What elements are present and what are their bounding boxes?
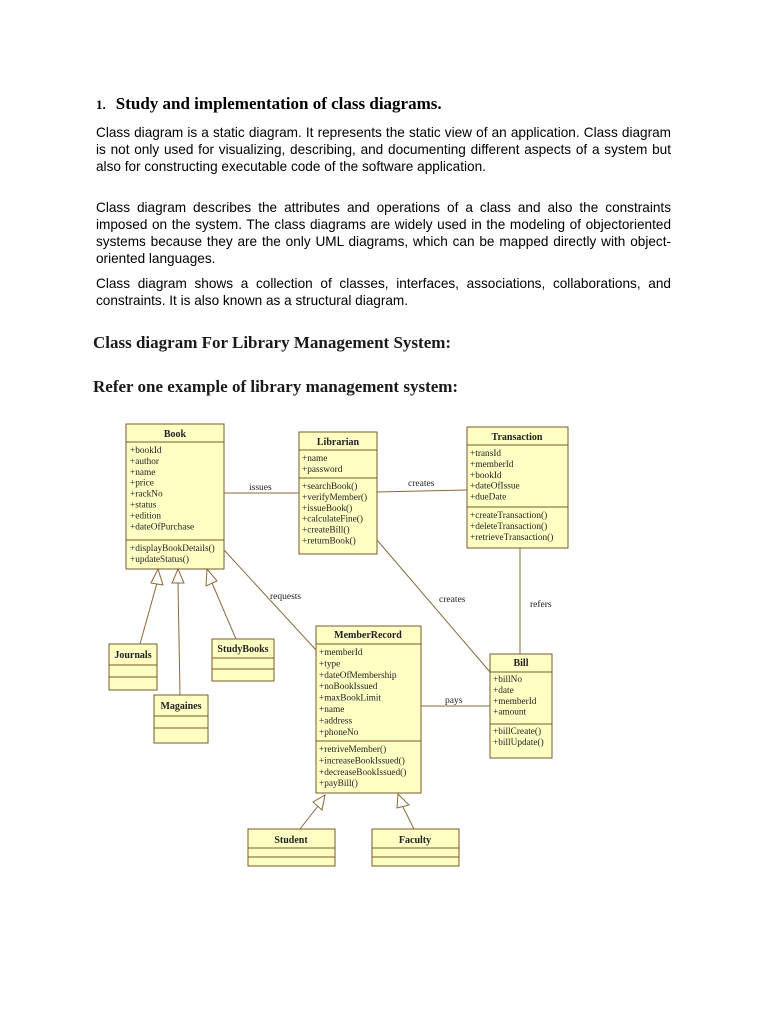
book-operation: +displayBookDetails() — [130, 544, 215, 554]
book-attribute: +author — [130, 456, 159, 467]
transaction-attribute: +memberId — [470, 459, 514, 470]
book-name: Book — [163, 429, 187, 440]
book-attribute: +rackNo — [130, 489, 163, 500]
librarian-name: Librarian — [316, 437, 360, 448]
book-attribute: +edition — [130, 511, 162, 522]
magazines-generalization — [172, 569, 184, 695]
creates-transaction-association — [377, 490, 467, 492]
bill-operation: +billCreate() — [493, 727, 542, 737]
transaction-attribute: +transId — [470, 449, 502, 459]
member-record-attribute: +dateOfMembership — [319, 670, 397, 681]
librarian-operation: +calculateFine() — [302, 514, 363, 525]
studybooks-generalization — [206, 569, 236, 639]
member-record-attribute: +phoneNo — [319, 727, 359, 738]
bill-attribute: +amount — [493, 707, 527, 718]
example-section-title: Refer one example of library management system: — [93, 377, 459, 396]
refers-label: refers — [530, 600, 552, 610]
member-record-attribute: +name — [319, 705, 345, 715]
faculty-generalization — [397, 794, 414, 829]
member-record-operation: +payBill() — [319, 779, 358, 790]
requests-label: requests — [270, 592, 302, 602]
transaction-attribute: +bookId — [470, 470, 502, 481]
section-number: 1. — [96, 97, 106, 112]
paragraph-1: Class diagram is a static diagram. It represents the static view of an application. Class diagram is not only used for visualizing, describing, and documenting different aspects of a system but also for constructing executable code of the software application. — [96, 125, 671, 174]
transaction-operation: +deleteTransaction() — [470, 521, 548, 532]
librarian-operation: +verifyMember() — [302, 492, 368, 503]
transaction-attribute: +dueDate — [470, 492, 507, 503]
paragraph-3: Class diagram shows a collection of classes, interfaces, associations, collaborations, and constraints. It is also known as a structural diagram. — [96, 276, 671, 308]
member-record-name: MemberRecord — [334, 630, 402, 641]
student-generalization — [300, 795, 325, 829]
bill-operation: +billUpdate() — [493, 737, 544, 748]
diagram-section-title: Class diagram For Library Management System: — [93, 333, 452, 352]
bill-attribute: +date — [493, 685, 514, 696]
member-record-operation: +decreaseBookIssued() — [319, 767, 407, 778]
creates-bill-label: creates — [439, 595, 466, 605]
faculty-name: Faculty — [398, 835, 432, 846]
librarian-operation: +searchBook() — [302, 482, 358, 492]
member-record-operation: +retriveMember() — [319, 745, 387, 755]
librarian-operation: +createBill() — [302, 525, 350, 536]
section-title: Study and implementation of class diagrams. — [115, 94, 442, 113]
study-books-name: StudyBooks — [217, 644, 269, 655]
librarian-operation: +issueBook() — [302, 503, 353, 514]
magazines-name: Magaines — [160, 701, 202, 712]
pays-label: pays — [445, 696, 463, 706]
transaction-name: Transaction — [491, 432, 543, 443]
journals-generalization — [140, 569, 163, 644]
bill-attribute: +memberId — [493, 696, 537, 707]
book-operation: +updateStatus() — [130, 554, 189, 565]
transaction-attribute: +dateOfIssue — [470, 481, 520, 492]
member-record-operation: +increaseBookIssued() — [319, 756, 405, 767]
issues-label: issues — [249, 483, 272, 493]
librarian-operation: +returnBook() — [302, 536, 356, 547]
book-attribute: +name — [130, 467, 156, 478]
journals-name: Journals — [114, 650, 152, 661]
student-name: Student — [274, 835, 308, 846]
bill-attribute: +billNo — [493, 675, 523, 685]
librarian-attribute: +password — [302, 464, 343, 475]
book-attribute: +dateOfPurchase — [130, 522, 195, 533]
member-record-attribute: +noBookIssued — [319, 682, 378, 693]
librarian-attribute: +name — [302, 454, 328, 464]
transaction-operation: +retrieveTransaction() — [470, 532, 554, 543]
book-attribute: +bookId — [130, 446, 162, 456]
member-record-attribute: +address — [319, 716, 353, 727]
bill-name: Bill — [513, 658, 529, 669]
creates-transaction-label: creates — [408, 479, 435, 489]
book-attribute: +status — [130, 500, 157, 511]
member-record-attribute: +memberId — [319, 648, 363, 658]
transaction-operation: +createTransaction() — [470, 511, 548, 521]
member-record-attribute: +type — [319, 659, 341, 670]
member-record-attribute: +maxBookLimit — [319, 693, 382, 704]
paragraph-2: Class diagram describes the attributes and operations of a class and also the constraints imposed on the system. The class diagrams are widely used in the modeling of objectoriented systems because they are the only UML diagrams, which can be mapped directly with object-oriented languages. — [96, 200, 671, 266]
book-attribute: +price — [130, 478, 154, 489]
